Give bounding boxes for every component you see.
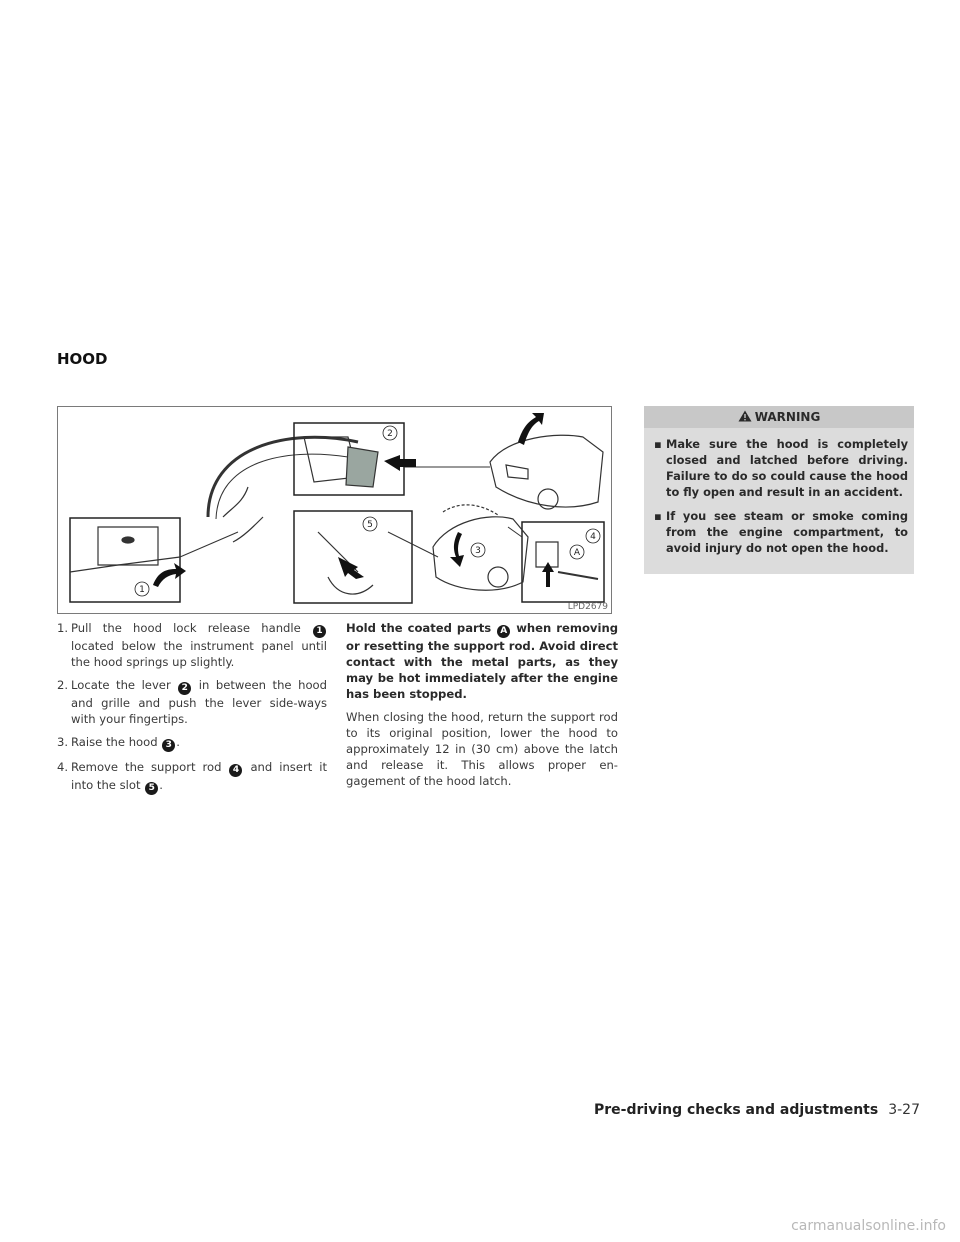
step-number: 1. — [57, 621, 69, 635]
warning-list — [644, 436, 914, 556]
warning-header — [644, 406, 914, 428]
step-3 — [57, 734, 327, 752]
bullet-icon: ▪ — [654, 437, 662, 451]
step-text: and insert it into the slot — [71, 760, 328, 792]
step-text: Locate the lever — [71, 678, 171, 692]
callout-3: 3 — [475, 546, 481, 556]
coated-parts-note: Hold the coated parts A when removing or resetting the support rod. Avoid direct contact with the metal parts, as they may be hot immediately after the engine has been stopped. — [346, 621, 618, 701]
marker-4: 4 — [229, 764, 242, 777]
warning-title: WARNING — [754, 410, 821, 424]
marker-1: 1 — [313, 625, 326, 638]
step-2 — [57, 677, 327, 727]
callout-5: 5 — [367, 520, 373, 530]
step-number: 2. — [57, 678, 69, 692]
bullet-icon: ▪ — [654, 509, 662, 523]
notes-column — [346, 620, 618, 796]
marker-a: A — [497, 625, 510, 638]
step-text: located below the instrument panel until the hood springs up slightly. — [71, 639, 327, 669]
callout-1: 1 — [139, 585, 145, 595]
warning-box — [644, 406, 914, 574]
marker-2: 2 — [178, 682, 191, 695]
callout-a: A — [573, 548, 581, 558]
hood-illustration — [57, 406, 612, 614]
step-number: 3. — [57, 735, 69, 749]
step-text: in between the hood and grille and push the lever side-ways with your fingertips. — [71, 678, 327, 726]
page-footer — [594, 1102, 920, 1118]
callout-4: 4 — [590, 532, 596, 542]
figure-code: LPD2679 — [567, 602, 608, 612]
step-1 — [57, 620, 327, 670]
step-4 — [57, 759, 327, 795]
warning-icon — [738, 410, 752, 422]
step-text: . — [176, 735, 180, 749]
hood-diagram-svg — [58, 407, 611, 613]
page-number: 3-27 — [888, 1102, 920, 1118]
watermark: carmanualsonline.info — [791, 1218, 946, 1234]
section-title: HOOD — [57, 350, 108, 368]
step-text: Pull the hood lock release handle — [71, 621, 301, 635]
warning-item: ▪ Make sure the hood is completely closed and latched before driving. Failure to do so could cause the hood to fly open and result in an accident. — [654, 437, 908, 499]
callout-2: 2 — [387, 429, 393, 439]
closing-instructions: When closing the hood, return the support rod to its original position, lower the hood to approximately 12 in (30 cm) above the latch and release it. This allows proper en-gagement of the hood latch. — [346, 710, 618, 788]
step-text: Remove the support rod — [71, 760, 222, 774]
step-text: Raise the hood — [71, 735, 158, 749]
steps-column — [57, 620, 327, 802]
footer-section-title: Pre-driving checks and adjustments — [594, 1102, 879, 1118]
warning-item: ▪ If you see steam or smoke coming from the engine compartment, to avoid injury do not open the hood. — [654, 509, 908, 555]
marker-3: 3 — [162, 739, 175, 752]
step-number: 4. — [57, 760, 69, 774]
step-text: . — [159, 778, 163, 792]
marker-5: 5 — [145, 782, 158, 795]
